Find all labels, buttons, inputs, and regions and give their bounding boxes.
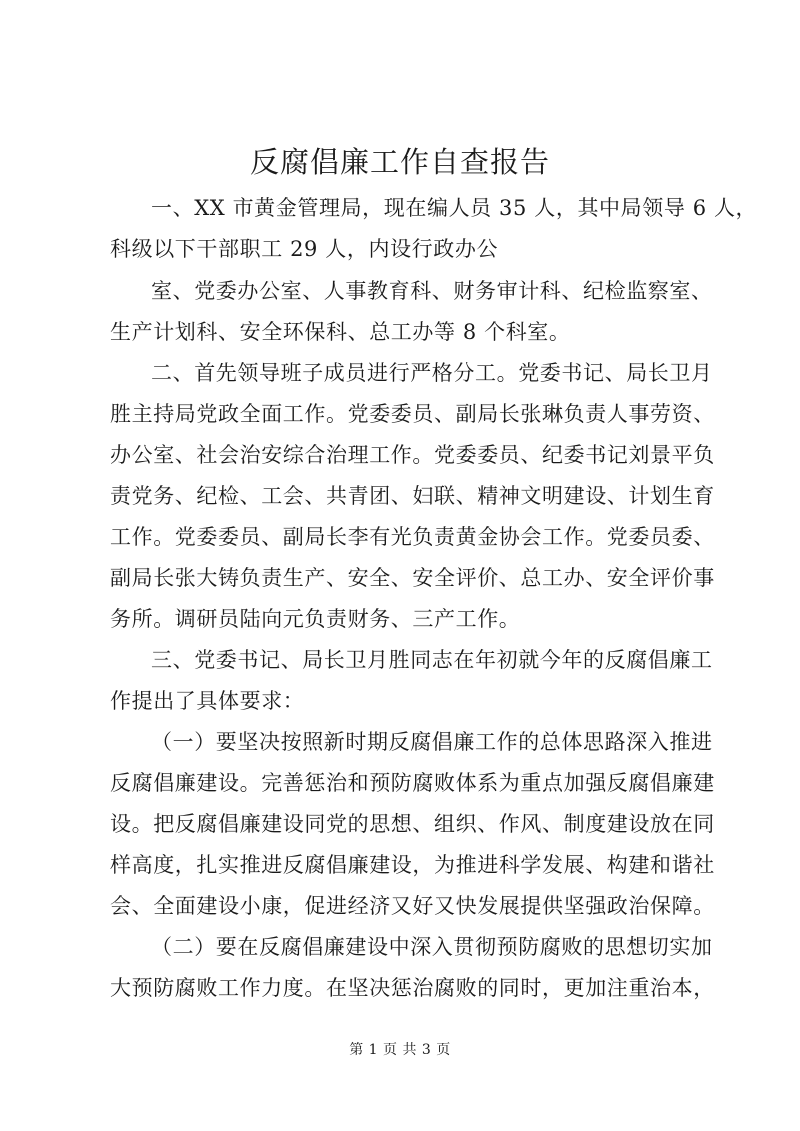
paragraph-line: 样高度，扎实推进反腐倡廉建设，为推进科学发展、构建和谐社	[110, 853, 715, 877]
paragraph-line: 设。把反腐倡廉建设同党的思想、组织、作风、制度建设放在同	[110, 812, 715, 836]
paragraph-line: 副局长张大铸负责生产、安全、安全评价、总工办、安全评价事	[110, 566, 715, 590]
paragraph-line: 一、XX 市黄金管理局，现在编人员 35 人，其中局领导 6 人，	[151, 196, 758, 220]
paragraph-line: 生产计划科、安全环保科、总工办等 8 个科室。	[110, 320, 571, 344]
paragraph-line: 责党务、纪检、工会、共青团、妇联、精神文明建设、计划生育	[110, 484, 715, 508]
paragraph-line: 作提出了具体要求：	[110, 689, 305, 713]
paragraph-line: 务所。调研员陆向元负责财务、三产工作。	[110, 607, 521, 631]
document-title: 反腐倡廉工作自查报告	[249, 145, 550, 179]
paragraph-line: 大预防腐败工作力度。在坚决惩治腐败的同时，更加注重治本，	[110, 976, 715, 1000]
page-number-footer: 第 1 页 共 3 页	[349, 1042, 451, 1058]
paragraph-line: （二）要在反腐倡廉建设中深入贯彻预防腐败的思想切实加	[151, 935, 713, 959]
paragraph-line: 办公室、社会治安综合治理工作。党委委员、纪委书记刘景平负	[110, 443, 715, 467]
paragraph-line: 会、全面建设小康，促进经济又好又快发展提供坚强政治保障。	[110, 894, 715, 918]
paragraph-line: 科级以下干部职工 29 人，内设行政办公	[110, 237, 499, 261]
paragraph-line: 胜主持局党政全面工作。党委委员、副局长张琳负责人事劳资、	[110, 402, 715, 426]
paragraph-line: 反腐倡廉建设。完善惩治和预防腐败体系为重点加强反腐倡廉建	[110, 771, 715, 795]
paragraph-line: 室、党委办公室、人事教育科、财务审计科、纪检监察室、	[151, 279, 713, 303]
paragraph-line: 二、首先领导班子成员进行严格分工。党委书记、局长卫月	[151, 361, 713, 385]
paragraph-line: （一）要坚决按照新时期反腐倡廉工作的总体思路深入推进	[151, 730, 713, 754]
paragraph-line: 三、党委书记、局长卫月胜同志在年初就今年的反腐倡廉工	[151, 648, 713, 672]
paragraph-line: 工作。党委委员、副局长李有光负责黄金协会工作。党委员委、	[110, 525, 715, 549]
